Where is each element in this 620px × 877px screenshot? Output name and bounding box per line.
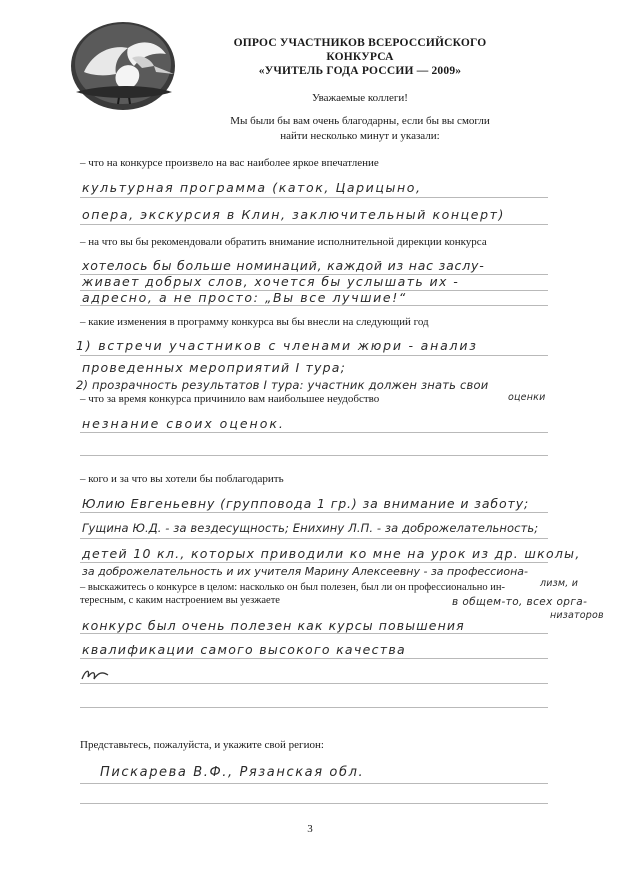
answer-3-line2: проведенных мероприятий I тура; <box>82 360 347 375</box>
question-6-line2: тересным, с каким настроением вы уезжаете <box>80 595 280 606</box>
signature-mark <box>80 667 110 683</box>
region-prompt: Представьтесь, пожалуйста, и укажите свой регион: <box>80 739 324 751</box>
answer-6-line1: конкурс был очень полезен как курсы повышения <box>82 618 465 633</box>
answer-4-rule1 <box>80 432 548 433</box>
answer-6-rule1 <box>80 633 548 634</box>
margin-note-2: в общем-то, всех орга- <box>452 596 588 608</box>
answer-6-rule2 <box>80 658 548 659</box>
answer-1-rule2 <box>80 224 548 225</box>
answer-2-line2: живает добрых слов, хочется бы услышать их - <box>82 274 460 289</box>
survey-title-line2: «УЧИТЕЛЬ ГОДА РОССИИ — 2009» <box>258 65 462 77</box>
answer-5-rule3 <box>80 562 548 563</box>
answer-6-rule4 <box>80 707 548 708</box>
region-answer: Пискарева В.Ф., Рязанская обл. <box>100 765 365 780</box>
question-6-line1: – выскажитесь о конкурсе в целом: насколько он был полезен, был ли он профессионально ин- <box>80 582 505 593</box>
page-number: 3 <box>307 823 313 835</box>
survey-header <box>200 36 520 144</box>
answer-5-line1: Юлию Евгеньевну (групповода 1 гр.) за внимание и заботу; <box>82 496 530 511</box>
answer-2-rule3 <box>80 305 548 306</box>
answer-4-line1: незнание своих оценок. <box>82 416 285 431</box>
answer-5-rule2 <box>80 538 548 539</box>
answer-3-line3: 2) прозрачность результатов I тура: участник должен знать свои <box>76 378 489 392</box>
answer-3-line1: 1) встречи участников с членами жюри - анализ <box>76 338 478 353</box>
region-rule1 <box>80 783 548 784</box>
answer-1-line1: культурная программа (каток, Царицыно, <box>82 180 422 195</box>
intro-line1: Мы были бы вам очень благодарны, если бы вы смогли <box>230 115 490 127</box>
answer-5-line2: Гущина Ю.Д. - за вездесущность; Енихину Л.П. - за доброжелательность; <box>82 521 539 535</box>
greeting: Уважаемые коллеги! <box>312 92 408 104</box>
answer-2-line3: адресно, а не просто: „Вы все лучшие!“ <box>82 290 407 305</box>
margin-note-1: лизм, и <box>540 578 579 589</box>
answer-3-line4: оценки <box>508 392 546 403</box>
pelican-emblem-icon <box>62 14 184 114</box>
answer-5-line3: детей 10 кл., которых приводили ко мне на урок из др. школы, <box>82 546 581 561</box>
answer-5-rule1 <box>80 512 548 513</box>
answer-4-rule2 <box>80 455 548 456</box>
region-rule2 <box>80 803 548 804</box>
answer-3-rule1 <box>80 355 548 356</box>
answer-2-line1: хотелось бы больше номинаций, каждой из нас заслу- <box>82 258 485 273</box>
answer-6-rule3 <box>80 683 548 684</box>
question-1: – что на конкурсе произвело на вас наиболее яркое впечатление <box>80 157 379 169</box>
question-4: – что за время конкурса причинило вам наибольшее неудобство <box>80 393 380 405</box>
intro-line2: найти несколько минут и указали: <box>280 130 440 142</box>
answer-5-line4: за доброжелательность и их учителя Марину Алексеевну - за профессиона- <box>82 565 528 578</box>
question-2: – на что вы бы рекомендовали обратить внимание исполнительной дирекции конкурса <box>80 236 487 248</box>
answer-6-line2: квалификации самого высокого качества <box>82 642 406 657</box>
question-3: – какие изменения в программу конкурса вы бы внесли на следующий год <box>80 316 429 328</box>
survey-title-line1: ОПРОС УЧАСТНИКОВ ВСЕРОССИЙСКОГО КОНКУРСА <box>233 37 487 63</box>
answer-1-rule1 <box>80 197 548 198</box>
margin-note-3: низаторов <box>550 610 604 621</box>
question-5: – кого и за что вы хотели бы поблагодарить <box>80 473 284 485</box>
answer-1-line2: опера, экскурсия в Клин, заключительный концерт) <box>82 207 505 222</box>
